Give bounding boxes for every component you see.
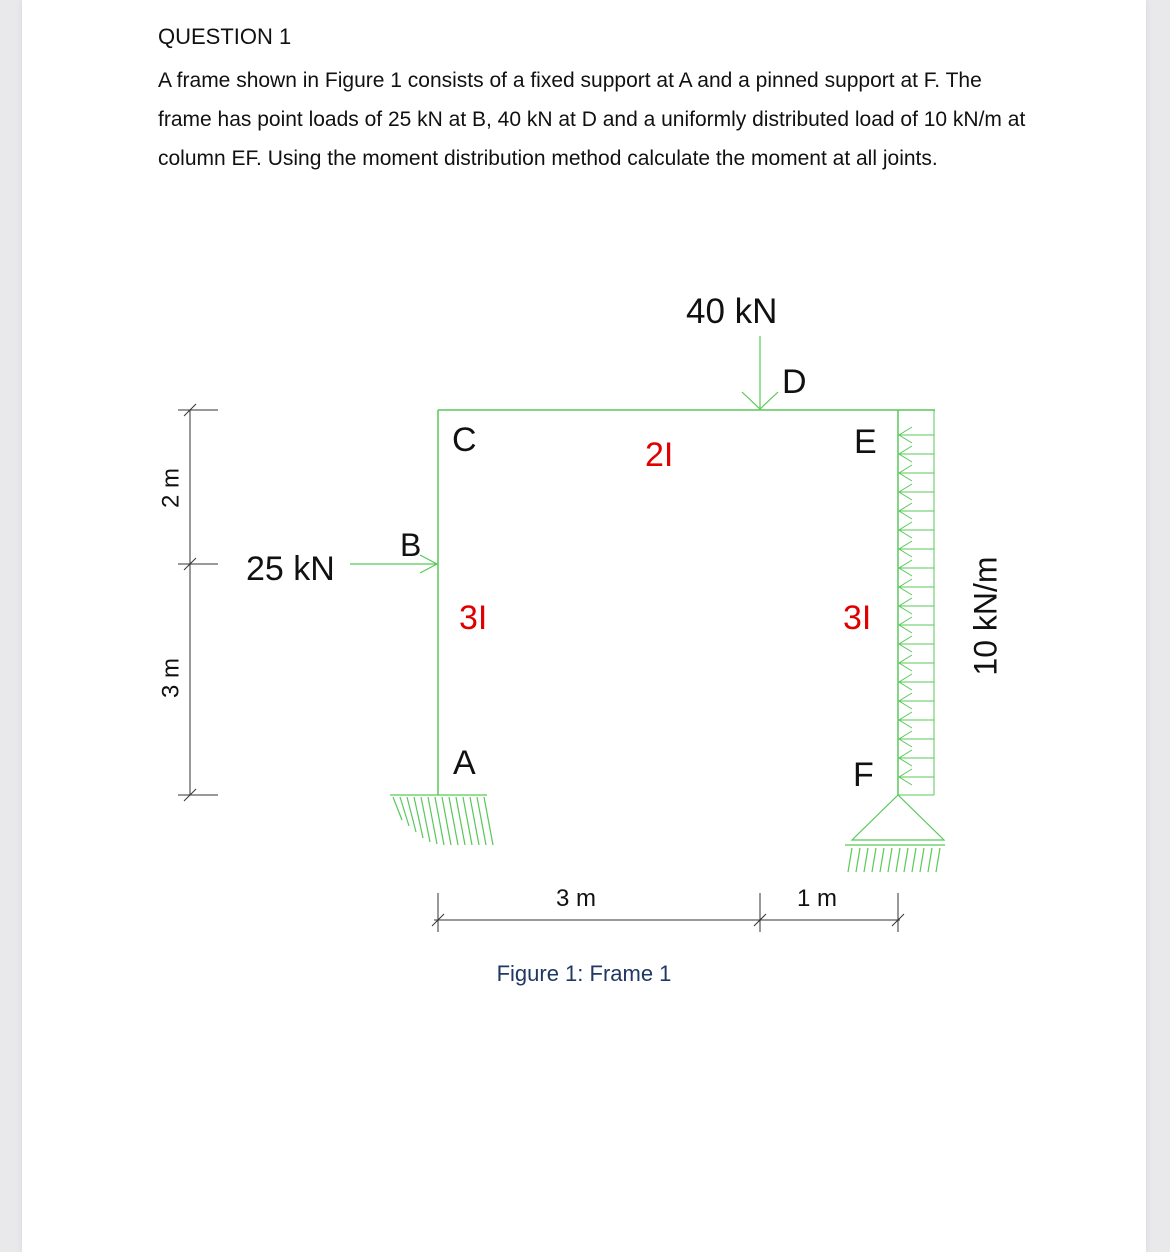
joint-label-c: C [452,421,477,459]
udl-load [898,410,934,795]
dim-label-span-cd: 3 m [555,885,597,912]
dimension-lines [178,404,904,932]
joint-label-e: E [854,423,877,461]
joint-label-f: F [853,756,874,794]
question-title: QUESTION 1 [158,24,292,49]
question-text: A frame shown in Figure 1 consists of a fixed support at A and a pinned support at F. The frame has point loads of 25 kN at B, 40 kN at D and a uniformly distributed load of 10 kN/m at column EF. Using the moment distribution method calculate the moment at all joints. [158,69,1026,170]
load-label-d: 40 kN [686,292,778,331]
load-arrow-b [350,555,437,573]
stiffness-label-cd: 2I [645,436,674,474]
joint-label-d: D [782,363,807,401]
figure-caption: Figure 1: Frame 1 [496,961,672,986]
dim-label-span-de: 1 m [796,885,838,912]
stiffness-label-ef: 3I [843,599,872,637]
dim-label-lower-vertical: 3 m [157,657,185,699]
pinned-support-f [845,795,945,872]
load-label-udl: 10 kN/m [967,556,1004,676]
joint-label-b: B [400,527,422,563]
load-label-b: 25 kN [246,550,335,588]
load-arrow-d [742,336,778,409]
fixed-support-a [390,795,493,845]
joint-label-a: A [453,744,476,782]
stiffness-label-ab: 3I [459,599,488,637]
dim-label-upper-vertical: 2 m [157,467,185,509]
